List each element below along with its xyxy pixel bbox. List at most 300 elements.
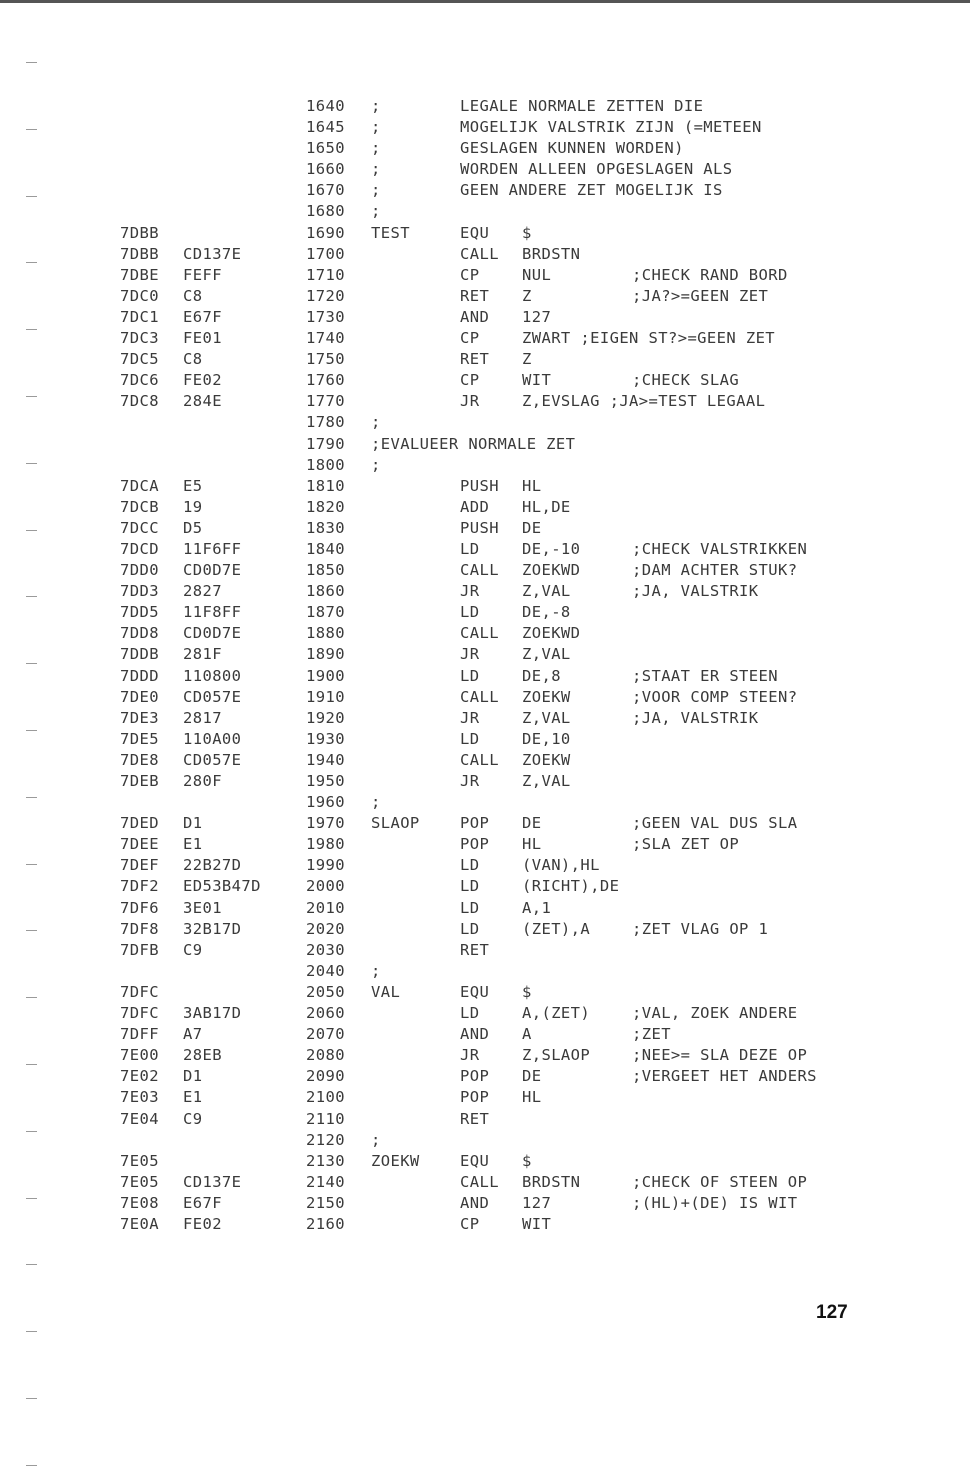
machine-code: 22B27D xyxy=(183,856,242,875)
label: ; xyxy=(371,793,381,812)
listing-line xyxy=(0,159,970,180)
opcode: EQU xyxy=(460,223,490,242)
machine-code: C8 xyxy=(183,286,203,305)
operand: DE xyxy=(522,518,542,537)
line-number: 1650 xyxy=(306,139,345,158)
operand: 127 xyxy=(522,307,552,326)
line-number: 2100 xyxy=(306,1088,345,1107)
address: 7DBB xyxy=(120,223,159,242)
line-number: 2080 xyxy=(306,1046,345,1065)
opcode: JR xyxy=(460,1046,480,1065)
comment: ;VOOR COMP STEEN? xyxy=(632,687,798,706)
comment: ;ZET VLAG OP 1 xyxy=(632,919,769,938)
operand: HL xyxy=(522,835,542,854)
address: 7DEE xyxy=(120,835,159,854)
address: 7DC1 xyxy=(120,307,159,326)
machine-code: 28EB xyxy=(183,1046,222,1065)
listing-line xyxy=(0,1214,970,1235)
label: VAL xyxy=(371,982,401,1001)
listing-line xyxy=(0,455,970,476)
operand: HL xyxy=(522,476,542,495)
address: 7DFC xyxy=(120,982,159,1001)
opcode: GESLAGEN KUNNEN WORDEN) xyxy=(460,139,684,158)
operand: ZOEKWD xyxy=(522,561,581,580)
operand: BRDSTN xyxy=(522,244,581,263)
machine-code: E1 xyxy=(183,835,203,854)
address: 7DCB xyxy=(120,497,159,516)
comment: ;NEE>= SLA DEZE OP xyxy=(632,1046,808,1065)
operand: DE,8 xyxy=(522,666,561,685)
opcode: LD xyxy=(460,603,480,622)
margin-tick xyxy=(26,62,37,63)
operand: HL xyxy=(522,1088,542,1107)
address: 7E08 xyxy=(120,1193,159,1212)
address: 7E00 xyxy=(120,1046,159,1065)
machine-code: E67F xyxy=(183,307,222,326)
listing-line xyxy=(0,855,970,876)
listing-line xyxy=(0,1193,970,1214)
listing-line xyxy=(0,307,970,328)
opcode: LD xyxy=(460,898,480,917)
address: 7DEF xyxy=(120,856,159,875)
line-number: 2140 xyxy=(306,1172,345,1191)
machine-code: 3E01 xyxy=(183,898,222,917)
line-number: 1760 xyxy=(306,371,345,390)
label: ; xyxy=(371,961,381,980)
machine-code: 2817 xyxy=(183,708,222,727)
address: 7E02 xyxy=(120,1067,159,1086)
listing-line xyxy=(0,771,970,792)
address: 7DE0 xyxy=(120,687,159,706)
listing-line xyxy=(0,602,970,623)
opcode: RET xyxy=(460,350,490,369)
opcode: LD xyxy=(460,919,480,938)
listing-line xyxy=(0,919,970,940)
operand: A xyxy=(522,1025,532,1044)
line-number: 1900 xyxy=(306,666,345,685)
opcode: CALL xyxy=(460,750,499,769)
line-number: 1810 xyxy=(306,476,345,495)
listing-line xyxy=(0,644,970,665)
line-number: 1680 xyxy=(306,202,345,221)
page-number: 127 xyxy=(816,1302,848,1323)
opcode: POP xyxy=(460,835,490,854)
opcode: CALL xyxy=(460,561,499,580)
line-number: 2060 xyxy=(306,1004,345,1023)
line-number: 1640 xyxy=(306,97,345,115)
machine-code: 11F8FF xyxy=(183,603,242,622)
line-number: 1710 xyxy=(306,265,345,284)
machine-code: FE01 xyxy=(183,329,222,348)
operand: (VAN),HL xyxy=(522,856,600,875)
listing-line xyxy=(0,497,970,518)
opcode: RET xyxy=(460,286,490,305)
opcode: PUSH xyxy=(460,518,499,537)
machine-code: D5 xyxy=(183,518,203,537)
listing-line xyxy=(0,982,970,1003)
line-number: 1830 xyxy=(306,518,345,537)
operand: Z,EVSLAG ;JA>=TEST LEGAAL xyxy=(522,392,766,411)
listing-line xyxy=(0,518,970,539)
machine-code: A7 xyxy=(183,1025,203,1044)
listing-line xyxy=(0,623,970,644)
comment: ;GEEN VAL DUS SLA xyxy=(632,814,798,833)
line-number: 1720 xyxy=(306,286,345,305)
listing-line xyxy=(0,349,970,370)
listing-line xyxy=(0,96,970,117)
opcode: RET xyxy=(460,1109,490,1128)
operand: DE xyxy=(522,814,542,833)
operand: Z,VAL xyxy=(522,708,571,727)
comment: ;VERGEET HET ANDERS xyxy=(632,1067,817,1086)
address: 7DCA xyxy=(120,476,159,495)
machine-code: ED53B47D xyxy=(183,877,261,896)
opcode: JR xyxy=(460,392,480,411)
line-number: 1645 xyxy=(306,118,345,137)
operand: $ xyxy=(522,982,532,1001)
label: ; xyxy=(371,118,381,137)
line-number: 1910 xyxy=(306,687,345,706)
machine-code: CD0D7E xyxy=(183,624,242,643)
address: 7DCD xyxy=(120,539,159,558)
machine-code: E67F xyxy=(183,1193,222,1212)
operand: BRDSTN xyxy=(522,1172,581,1191)
address: 7DD3 xyxy=(120,582,159,601)
operand: Z,VAL xyxy=(522,772,571,790)
address: 7DE3 xyxy=(120,708,159,727)
line-number: 2020 xyxy=(306,919,345,938)
machine-code: CD057E xyxy=(183,687,242,706)
listing-line xyxy=(0,1151,970,1172)
comment: ;CHECK VALSTRIKKEN xyxy=(632,539,808,558)
label: ; xyxy=(371,181,381,200)
opcode: MOGELIJK VALSTRIK ZIJN (=METEEN xyxy=(460,118,762,137)
operand: (RICHT),DE xyxy=(522,877,620,896)
address: 7DDB xyxy=(120,645,159,664)
machine-code: 284E xyxy=(183,392,222,411)
line-number: 1930 xyxy=(306,729,345,748)
listing-line xyxy=(0,539,970,560)
opcode: CALL xyxy=(460,244,499,263)
line-number: 2000 xyxy=(306,877,345,896)
line-number: 2150 xyxy=(306,1193,345,1212)
line-number: 2050 xyxy=(306,982,345,1001)
assembly-listing xyxy=(0,96,970,1235)
label: ;EVALUEER NORMALE ZET xyxy=(371,434,576,453)
opcode: LD xyxy=(460,856,480,875)
listing-line xyxy=(0,813,970,834)
opcode: POP xyxy=(460,1088,490,1107)
address: 7E05 xyxy=(120,1151,159,1170)
listing-line xyxy=(0,1066,970,1087)
address: 7E0A xyxy=(120,1214,159,1233)
operand: Z,VAL xyxy=(522,582,571,601)
listing-line xyxy=(0,412,970,433)
opcode: CP xyxy=(460,1214,480,1233)
machine-code: FE02 xyxy=(183,1214,222,1233)
line-number: 1740 xyxy=(306,329,345,348)
operand: ZOEKWD xyxy=(522,624,581,643)
operand: HL,DE xyxy=(522,497,571,516)
label: ; xyxy=(371,139,381,158)
opcode: CALL xyxy=(460,687,499,706)
address: 7DBB xyxy=(120,244,159,263)
line-number: 2040 xyxy=(306,961,345,980)
machine-code: C8 xyxy=(183,350,203,369)
operand: WIT xyxy=(522,371,552,390)
line-number: 1890 xyxy=(306,645,345,664)
line-number: 1940 xyxy=(306,750,345,769)
opcode: LD xyxy=(460,729,480,748)
listing-line xyxy=(0,223,970,244)
listing-line xyxy=(0,1003,970,1024)
address: 7DD0 xyxy=(120,561,159,580)
listing-line xyxy=(0,834,970,855)
opcode: CP xyxy=(460,265,480,284)
listing-line xyxy=(0,1087,970,1108)
comment: ;DAM ACHTER STUK? xyxy=(632,561,798,580)
opcode: CALL xyxy=(460,1172,499,1191)
comment: ;STAAT ER STEEN xyxy=(632,666,778,685)
opcode: CP xyxy=(460,329,480,348)
machine-code: 110A00 xyxy=(183,729,242,748)
listing-line xyxy=(0,1172,970,1193)
operand: Z xyxy=(522,286,532,305)
comment: ;JA, VALSTRIK xyxy=(632,582,759,601)
line-number: 2130 xyxy=(306,1151,345,1170)
listing-line xyxy=(0,138,970,159)
opcode: POP xyxy=(460,1067,490,1086)
line-number: 1700 xyxy=(306,244,345,263)
label: ; xyxy=(371,413,381,432)
line-number: 1870 xyxy=(306,603,345,622)
operand: DE,-10 xyxy=(522,539,581,558)
opcode: EQU xyxy=(460,982,490,1001)
opcode: LEGALE NORMALE ZETTEN DIE xyxy=(460,97,704,115)
opcode: LD xyxy=(460,1004,480,1023)
label: ; xyxy=(371,97,381,115)
listing-line xyxy=(0,391,970,412)
line-number: 1670 xyxy=(306,181,345,200)
machine-code: 281F xyxy=(183,645,222,664)
opcode: JR xyxy=(460,645,480,664)
machine-code: 11F6FF xyxy=(183,539,242,558)
listing-line xyxy=(0,792,970,813)
label: ; xyxy=(371,1130,381,1149)
address: 7DEB xyxy=(120,772,159,790)
opcode: LD xyxy=(460,877,480,896)
address: 7DED xyxy=(120,814,159,833)
address: 7DBE xyxy=(120,265,159,284)
listing-line xyxy=(0,201,970,222)
listing-line xyxy=(0,687,970,708)
line-number: 2110 xyxy=(306,1109,345,1128)
opcode: JR xyxy=(460,772,480,790)
address: 7DFC xyxy=(120,1004,159,1023)
line-number: 2010 xyxy=(306,898,345,917)
listing-line xyxy=(0,1130,970,1151)
address: 7DC6 xyxy=(120,371,159,390)
address: 7DF2 xyxy=(120,877,159,896)
operand: Z,SLAOP xyxy=(522,1046,591,1065)
line-number: 1860 xyxy=(306,582,345,601)
opcode: LD xyxy=(460,666,480,685)
opcode: WORDEN ALLEEN OPGESLAGEN ALS xyxy=(460,160,733,179)
line-number: 1730 xyxy=(306,307,345,326)
operand: DE xyxy=(522,1067,542,1086)
comment: ;CHECK SLAG xyxy=(632,371,740,390)
machine-code: CD137E xyxy=(183,244,242,263)
margin-tick xyxy=(26,1398,37,1399)
operand: A,1 xyxy=(522,898,552,917)
machine-code: CD057E xyxy=(183,750,242,769)
address: 7DFF xyxy=(120,1025,159,1044)
line-number: 1770 xyxy=(306,392,345,411)
address: 7E04 xyxy=(120,1109,159,1128)
listing-line xyxy=(0,1109,970,1130)
address: 7DE5 xyxy=(120,729,159,748)
address: 7DD8 xyxy=(120,624,159,643)
label: SLAOP xyxy=(371,814,420,833)
machine-code: D1 xyxy=(183,1067,203,1086)
top-rule xyxy=(0,0,970,3)
comment: ;(HL)+(DE) IS WIT xyxy=(632,1193,798,1212)
opcode: JR xyxy=(460,708,480,727)
opcode: CP xyxy=(460,371,480,390)
line-number: 1850 xyxy=(306,561,345,580)
operand: Z,VAL xyxy=(522,645,571,664)
machine-code: C9 xyxy=(183,1109,203,1128)
address: 7DD5 xyxy=(120,603,159,622)
operand: $ xyxy=(522,223,532,242)
operand: ZOEKW xyxy=(522,750,571,769)
operand: Z xyxy=(522,350,532,369)
listing-line xyxy=(0,961,970,982)
listing-line xyxy=(0,244,970,265)
address: 7DF8 xyxy=(120,919,159,938)
listing-line xyxy=(0,265,970,286)
comment: ;CHECK RAND BORD xyxy=(632,265,788,284)
address: 7DF6 xyxy=(120,898,159,917)
opcode: ADD xyxy=(460,497,490,516)
listing-line xyxy=(0,328,970,349)
machine-code: 110800 xyxy=(183,666,242,685)
line-number: 1990 xyxy=(306,856,345,875)
opcode: JR xyxy=(460,582,480,601)
line-number: 1880 xyxy=(306,624,345,643)
line-number: 2030 xyxy=(306,940,345,959)
machine-code: 2827 xyxy=(183,582,222,601)
listing-line xyxy=(0,434,970,455)
comment: ;SLA ZET OP xyxy=(632,835,740,854)
line-number: 1950 xyxy=(306,772,345,790)
operand: DE,10 xyxy=(522,729,571,748)
opcode: EQU xyxy=(460,1151,490,1170)
machine-code: 3AB17D xyxy=(183,1004,242,1023)
listing-line xyxy=(0,666,970,687)
operand: ZOEKW xyxy=(522,687,571,706)
address: 7DCC xyxy=(120,518,159,537)
opcode: AND xyxy=(460,307,490,326)
listing-line xyxy=(0,750,970,771)
address: 7DC8 xyxy=(120,392,159,411)
opcode: AND xyxy=(460,1193,490,1212)
opcode: PUSH xyxy=(460,476,499,495)
label: ZOEKW xyxy=(371,1151,420,1170)
listing-line xyxy=(0,940,970,961)
machine-code: 32B17D xyxy=(183,919,242,938)
machine-code: D1 xyxy=(183,814,203,833)
opcode: GEEN ANDERE ZET MOGELIJK IS xyxy=(460,181,723,200)
listing-line xyxy=(0,370,970,391)
listing-line xyxy=(0,876,970,897)
listing-line xyxy=(0,729,970,750)
listing-line xyxy=(0,180,970,201)
line-number: 2070 xyxy=(306,1025,345,1044)
listing-line xyxy=(0,708,970,729)
machine-code: C9 xyxy=(183,940,203,959)
operand: NUL xyxy=(522,265,552,284)
address: 7E03 xyxy=(120,1088,159,1107)
address: 7E05 xyxy=(120,1172,159,1191)
address: 7DC5 xyxy=(120,350,159,369)
line-number: 1840 xyxy=(306,539,345,558)
machine-code: CD137E xyxy=(183,1172,242,1191)
comment: ;ZET xyxy=(632,1025,671,1044)
machine-code: FEFF xyxy=(183,265,222,284)
line-number: 1690 xyxy=(306,223,345,242)
opcode: CALL xyxy=(460,624,499,643)
machine-code: FE02 xyxy=(183,371,222,390)
operand: DE,-8 xyxy=(522,603,571,622)
listing-line xyxy=(0,1024,970,1045)
line-number: 1750 xyxy=(306,350,345,369)
listing-line xyxy=(0,476,970,497)
margin-tick xyxy=(26,1264,37,1265)
address: 7DDD xyxy=(120,666,159,685)
comment: ;VAL, ZOEK ANDERE xyxy=(632,1004,798,1023)
operand: $ xyxy=(522,1151,532,1170)
machine-code: E5 xyxy=(183,476,203,495)
line-number: 1980 xyxy=(306,835,345,854)
machine-code: 19 xyxy=(183,497,203,516)
address: 7DC3 xyxy=(120,329,159,348)
listing-line xyxy=(0,1045,970,1066)
line-number: 1800 xyxy=(306,455,345,474)
line-number: 1820 xyxy=(306,497,345,516)
margin-tick xyxy=(26,1331,37,1332)
comment: ;JA, VALSTRIK xyxy=(632,708,759,727)
line-number: 1660 xyxy=(306,160,345,179)
line-number: 1960 xyxy=(306,793,345,812)
line-number: 1920 xyxy=(306,708,345,727)
machine-code: CD0D7E xyxy=(183,561,242,580)
listing-line xyxy=(0,560,970,581)
machine-code: E1 xyxy=(183,1088,203,1107)
line-number: 1790 xyxy=(306,434,345,453)
listing-line xyxy=(0,117,970,138)
comment: ;JA?>=GEEN ZET xyxy=(632,286,769,305)
address: 7DE8 xyxy=(120,750,159,769)
listing-line xyxy=(0,286,970,307)
label: ; xyxy=(371,202,381,221)
operand: ZWART ;EIGEN ST?>=GEEN ZET xyxy=(522,329,776,348)
machine-code: 280F xyxy=(183,772,222,790)
line-number: 2090 xyxy=(306,1067,345,1086)
label: TEST xyxy=(371,223,410,242)
listing-line xyxy=(0,898,970,919)
line-number: 1970 xyxy=(306,814,345,833)
